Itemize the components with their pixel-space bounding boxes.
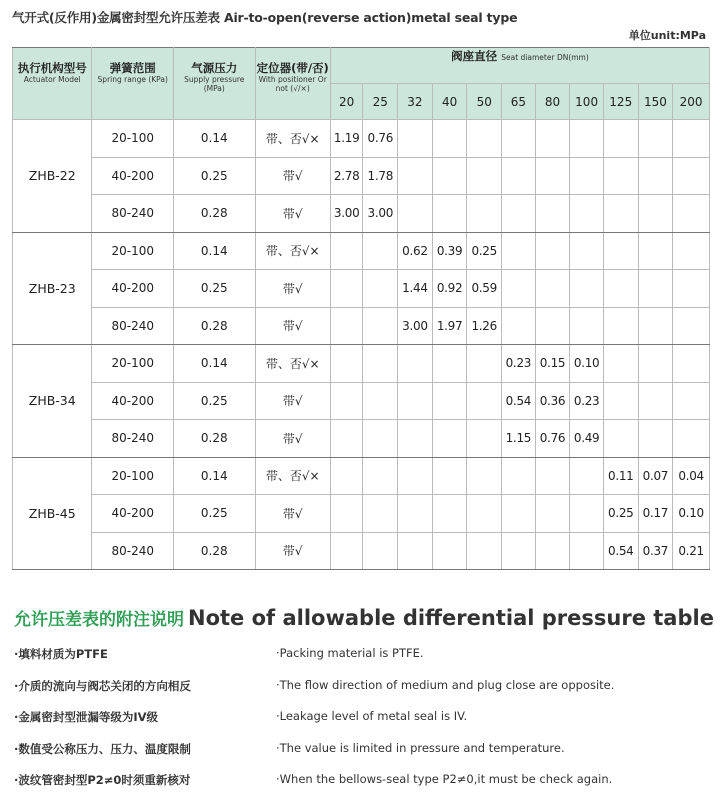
pressure-value-cell [502,120,536,158]
pressure-value-cell [432,495,467,533]
positioner-cell: 带√ [255,307,330,345]
pressure-value-cell [535,120,570,158]
pressure-value-cell [603,307,638,345]
pressure-value-cell: 3.00 [330,195,363,233]
header-actuator: 执行机构型号 Actuator Model [13,48,92,120]
pressure-value-cell [638,345,673,383]
note-item [14,772,714,796]
header-dn-20: 20 [330,84,363,120]
pressure-value-cell: 0.15 [535,345,570,383]
positioner-cell: 带、否√× [255,345,330,383]
pressure-value-cell [467,382,502,420]
pressure-value-cell [398,457,433,495]
spring-range-cell: 80-240 [92,195,174,233]
pressure-value-cell: 3.00 [398,307,433,345]
pressure-value-cell: 0.23 [570,382,604,420]
pressure-value-cell [673,120,710,158]
spring-range-cell: 80-240 [92,307,174,345]
header-dn-25: 25 [363,84,398,120]
pressure-value-cell: 1.26 [467,307,502,345]
pressure-value-cell: 1.97 [432,307,467,345]
table-row [13,345,710,383]
table-row [13,157,710,195]
pressure-value-cell [363,345,398,383]
spring-range-cell: 80-240 [92,420,174,458]
header-dn-150: 150 [638,84,673,120]
positioner-cell: 带、否√× [255,457,330,495]
pressure-value-cell [603,232,638,270]
pressure-value-cell [603,195,638,233]
pressure-value-cell [603,382,638,420]
note-item [14,646,714,670]
pressure-value-cell [330,307,363,345]
pressure-value-cell [502,532,536,570]
pressure-value-cell: 3.00 [363,195,398,233]
header-dn-125: 125 [603,84,638,120]
pressure-value-cell: 1.15 [502,420,536,458]
pressure-value-cell [432,120,467,158]
pressure-value-cell [638,120,673,158]
pressure-value-cell [535,307,570,345]
pressure-value-cell [432,420,467,458]
notes-title [14,605,714,630]
pressure-value-cell: 2.78 [330,157,363,195]
pressure-value-cell [467,345,502,383]
note-cn: ·介质的流向与阀芯关闭的方向相反 [14,678,191,693]
pressure-table [12,47,710,570]
pressure-value-cell [502,270,536,308]
pressure-value-cell [330,232,363,270]
pressure-value-cell [363,532,398,570]
spring-range-cell: 20-100 [92,120,174,158]
pressure-value-cell: 0.10 [673,495,710,533]
pressure-value-cell: 0.76 [363,120,398,158]
pressure-value-cell [330,532,363,570]
note-item [14,741,714,765]
table-row [13,307,710,345]
notes-title-cn: 允许压差表的附注说明 [14,610,184,630]
spring-range-cell: 40-200 [92,157,174,195]
note-en: ·The flow direction of medium and plug close are opposite. [276,677,615,692]
pressure-value-cell [603,420,638,458]
notes-title-en: Note of allowable differential pressure table [188,606,714,630]
pressure-value-cell [432,195,467,233]
pressure-value-cell [570,270,604,308]
pressure-value-cell [398,420,433,458]
header-dn-40: 40 [432,84,467,120]
pressure-value-cell: 0.37 [638,532,673,570]
table-row [13,382,710,420]
supply-pressure-cell: 0.28 [173,195,255,233]
note-cn: ·填料材质为PTFE [14,647,108,661]
pressure-value-cell [330,495,363,533]
pressure-value-cell [535,157,570,195]
pressure-value-cell [673,157,710,195]
supply-pressure-cell: 0.28 [173,532,255,570]
note-en: ·Leakage level of metal seal is IV. [276,709,468,723]
pressure-value-cell [363,457,398,495]
pressure-value-cell [502,195,536,233]
header-dn-200: 200 [673,84,710,120]
pressure-value-cell: 0.39 [432,232,467,270]
pressure-value-cell [535,495,570,533]
supply-pressure-cell: 0.28 [173,307,255,345]
pressure-value-cell [398,345,433,383]
pressure-value-cell [398,195,433,233]
pressure-value-cell: 0.11 [603,457,638,495]
pressure-value-cell: 0.54 [603,532,638,570]
note-en: ·Packing material is PTFE. [276,646,424,660]
pressure-value-cell [638,157,673,195]
pressure-value-cell: 0.92 [432,270,467,308]
pressure-value-cell [467,420,502,458]
pressure-value-cell [603,120,638,158]
pressure-value-cell [535,457,570,495]
pressure-value-cell [330,270,363,308]
positioner-cell: 带√ [255,157,330,195]
actuator-model-cell: ZHB-22 [13,120,92,233]
note-cn: ·波纹管密封型P2≠0时须重新核对 [14,773,191,787]
positioner-cell: 带√ [255,532,330,570]
actuator-model-cell: ZHB-23 [13,232,92,345]
pressure-value-cell [673,307,710,345]
table-row [13,270,710,308]
pressure-value-cell [467,457,502,495]
pressure-value-cell [570,495,604,533]
pressure-value-cell: 1.19 [330,120,363,158]
table-row [13,195,710,233]
note-cn: ·金属密封型泄漏等级为IV级 [14,710,159,724]
pressure-value-cell [673,232,710,270]
pressure-value-cell [330,420,363,458]
table-row [13,120,710,158]
header-seat-diameter: 阀座直径 Seat diameter DN(mm) [330,48,709,84]
pressure-value-cell [502,232,536,270]
spring-range-cell: 40-200 [92,270,174,308]
pressure-value-cell: 0.59 [467,270,502,308]
supply-pressure-cell: 0.28 [173,420,255,458]
pressure-value-cell [432,532,467,570]
pressure-value-cell [398,120,433,158]
pressure-value-cell [570,457,604,495]
pressure-value-cell [363,307,398,345]
pressure-value-cell [502,307,536,345]
pressure-value-cell [467,532,502,570]
pressure-value-cell [467,120,502,158]
pressure-value-cell [638,232,673,270]
pressure-value-cell [638,270,673,308]
pressure-value-cell [535,195,570,233]
pressure-value-cell [570,307,604,345]
pressure-value-cell: 0.62 [398,232,433,270]
pressure-value-cell [673,270,710,308]
spring-range-cell: 40-200 [92,495,174,533]
note-en: ·When the bellows-seal type P2≠0,it must be check again. [276,772,613,786]
pressure-value-cell: 0.36 [535,382,570,420]
spring-range-cell: 20-100 [92,232,174,270]
pressure-value-cell [673,382,710,420]
supply-pressure-cell: 0.14 [173,457,255,495]
pressure-value-cell [330,382,363,420]
page-title: 气开式(反作用)金属密封型允许压差表 Air-to-open(reverse action)metal seal type [12,10,518,25]
pressure-value-cell [330,457,363,495]
positioner-cell: 带√ [255,270,330,308]
actuator-model-cell: ZHB-34 [13,345,92,458]
pressure-value-cell [570,157,604,195]
supply-pressure-cell: 0.25 [173,382,255,420]
spring-range-cell: 80-240 [92,532,174,570]
header-dn-32: 32 [398,84,433,120]
pressure-value-cell [432,345,467,383]
pressure-value-cell [535,232,570,270]
pressure-value-cell [467,195,502,233]
pressure-value-cell: 0.04 [673,457,710,495]
pressure-value-cell [467,157,502,195]
pressure-value-cell [570,232,604,270]
pressure-value-cell [638,420,673,458]
table-row [13,420,710,458]
pressure-value-cell: 0.21 [673,532,710,570]
pressure-value-cell [502,457,536,495]
pressure-value-cell [467,495,502,533]
pressure-value-cell [603,345,638,383]
supply-pressure-cell: 0.14 [173,345,255,383]
spring-range-cell: 20-100 [92,457,174,495]
header-spring-range: 弹簧范围 Spring range (KPa) [92,48,174,120]
pressure-value-cell [603,270,638,308]
pressure-value-cell [432,157,467,195]
header-positioner: 定位器(带/否) With positioner Or not (√/×) [255,48,330,120]
pressure-value-cell [398,495,433,533]
positioner-cell: 带、否√× [255,120,330,158]
pressure-value-cell [570,532,604,570]
note-item [14,678,714,702]
pressure-value-cell [570,195,604,233]
note-item [14,709,714,733]
header-dn-65: 65 [502,84,536,120]
pressure-value-cell: 0.10 [570,345,604,383]
pressure-value-cell [398,382,433,420]
table-row [13,232,710,270]
pressure-value-cell: 1.78 [363,157,398,195]
header-supply-pressure: 气源压力 Supply pressure (MPa) [173,48,255,120]
pressure-value-cell [673,420,710,458]
pressure-value-cell [432,457,467,495]
pressure-value-cell [570,120,604,158]
pressure-value-cell [330,345,363,383]
pressure-value-cell [638,307,673,345]
actuator-model-cell: ZHB-45 [13,457,92,570]
pressure-value-cell [673,195,710,233]
pressure-value-cell [363,420,398,458]
header-dn-80: 80 [535,84,570,120]
pressure-value-cell [673,345,710,383]
positioner-cell: 带√ [255,420,330,458]
pressure-value-cell: 0.76 [535,420,570,458]
note-cn: ·数值受公称压力、压力、温度限制 [14,741,191,756]
pressure-value-cell: 0.49 [570,420,604,458]
pressure-value-cell: 0.54 [502,382,536,420]
supply-pressure-cell: 0.14 [173,232,255,270]
supply-pressure-cell: 0.25 [173,270,255,308]
supply-pressure-cell: 0.25 [173,495,255,533]
note-en: ·The value is limited in pressure and temperature. [276,740,565,755]
pressure-value-cell [603,157,638,195]
pressure-value-cell: 0.07 [638,457,673,495]
positioner-cell: 带√ [255,195,330,233]
table-row [13,457,710,495]
pressure-value-cell: 1.44 [398,270,433,308]
table-row [13,495,710,533]
pressure-value-cell [363,270,398,308]
pressure-value-cell [638,195,673,233]
pressure-value-cell [502,157,536,195]
pressure-value-cell: 0.17 [638,495,673,533]
pressure-value-cell [502,495,536,533]
unit-label: 单位unit:MPa [628,29,706,42]
pressure-value-cell [398,532,433,570]
pressure-value-cell [363,495,398,533]
pressure-value-cell: 0.23 [502,345,536,383]
header-dn-50: 50 [467,84,502,120]
positioner-cell: 带、否√× [255,232,330,270]
pressure-value-cell [638,382,673,420]
pressure-value-cell [432,382,467,420]
table-row [13,532,710,570]
supply-pressure-cell: 0.25 [173,157,255,195]
pressure-value-cell: 0.25 [467,232,502,270]
pressure-value-cell [363,382,398,420]
pressure-value-cell [535,270,570,308]
pressure-value-cell [398,157,433,195]
supply-pressure-cell: 0.14 [173,120,255,158]
pressure-value-cell: 0.25 [603,495,638,533]
spring-range-cell: 20-100 [92,345,174,383]
positioner-cell: 带√ [255,382,330,420]
pressure-value-cell [535,532,570,570]
pressure-value-cell [363,232,398,270]
header-dn-100: 100 [570,84,604,120]
positioner-cell: 带√ [255,495,330,533]
spring-range-cell: 40-200 [92,382,174,420]
